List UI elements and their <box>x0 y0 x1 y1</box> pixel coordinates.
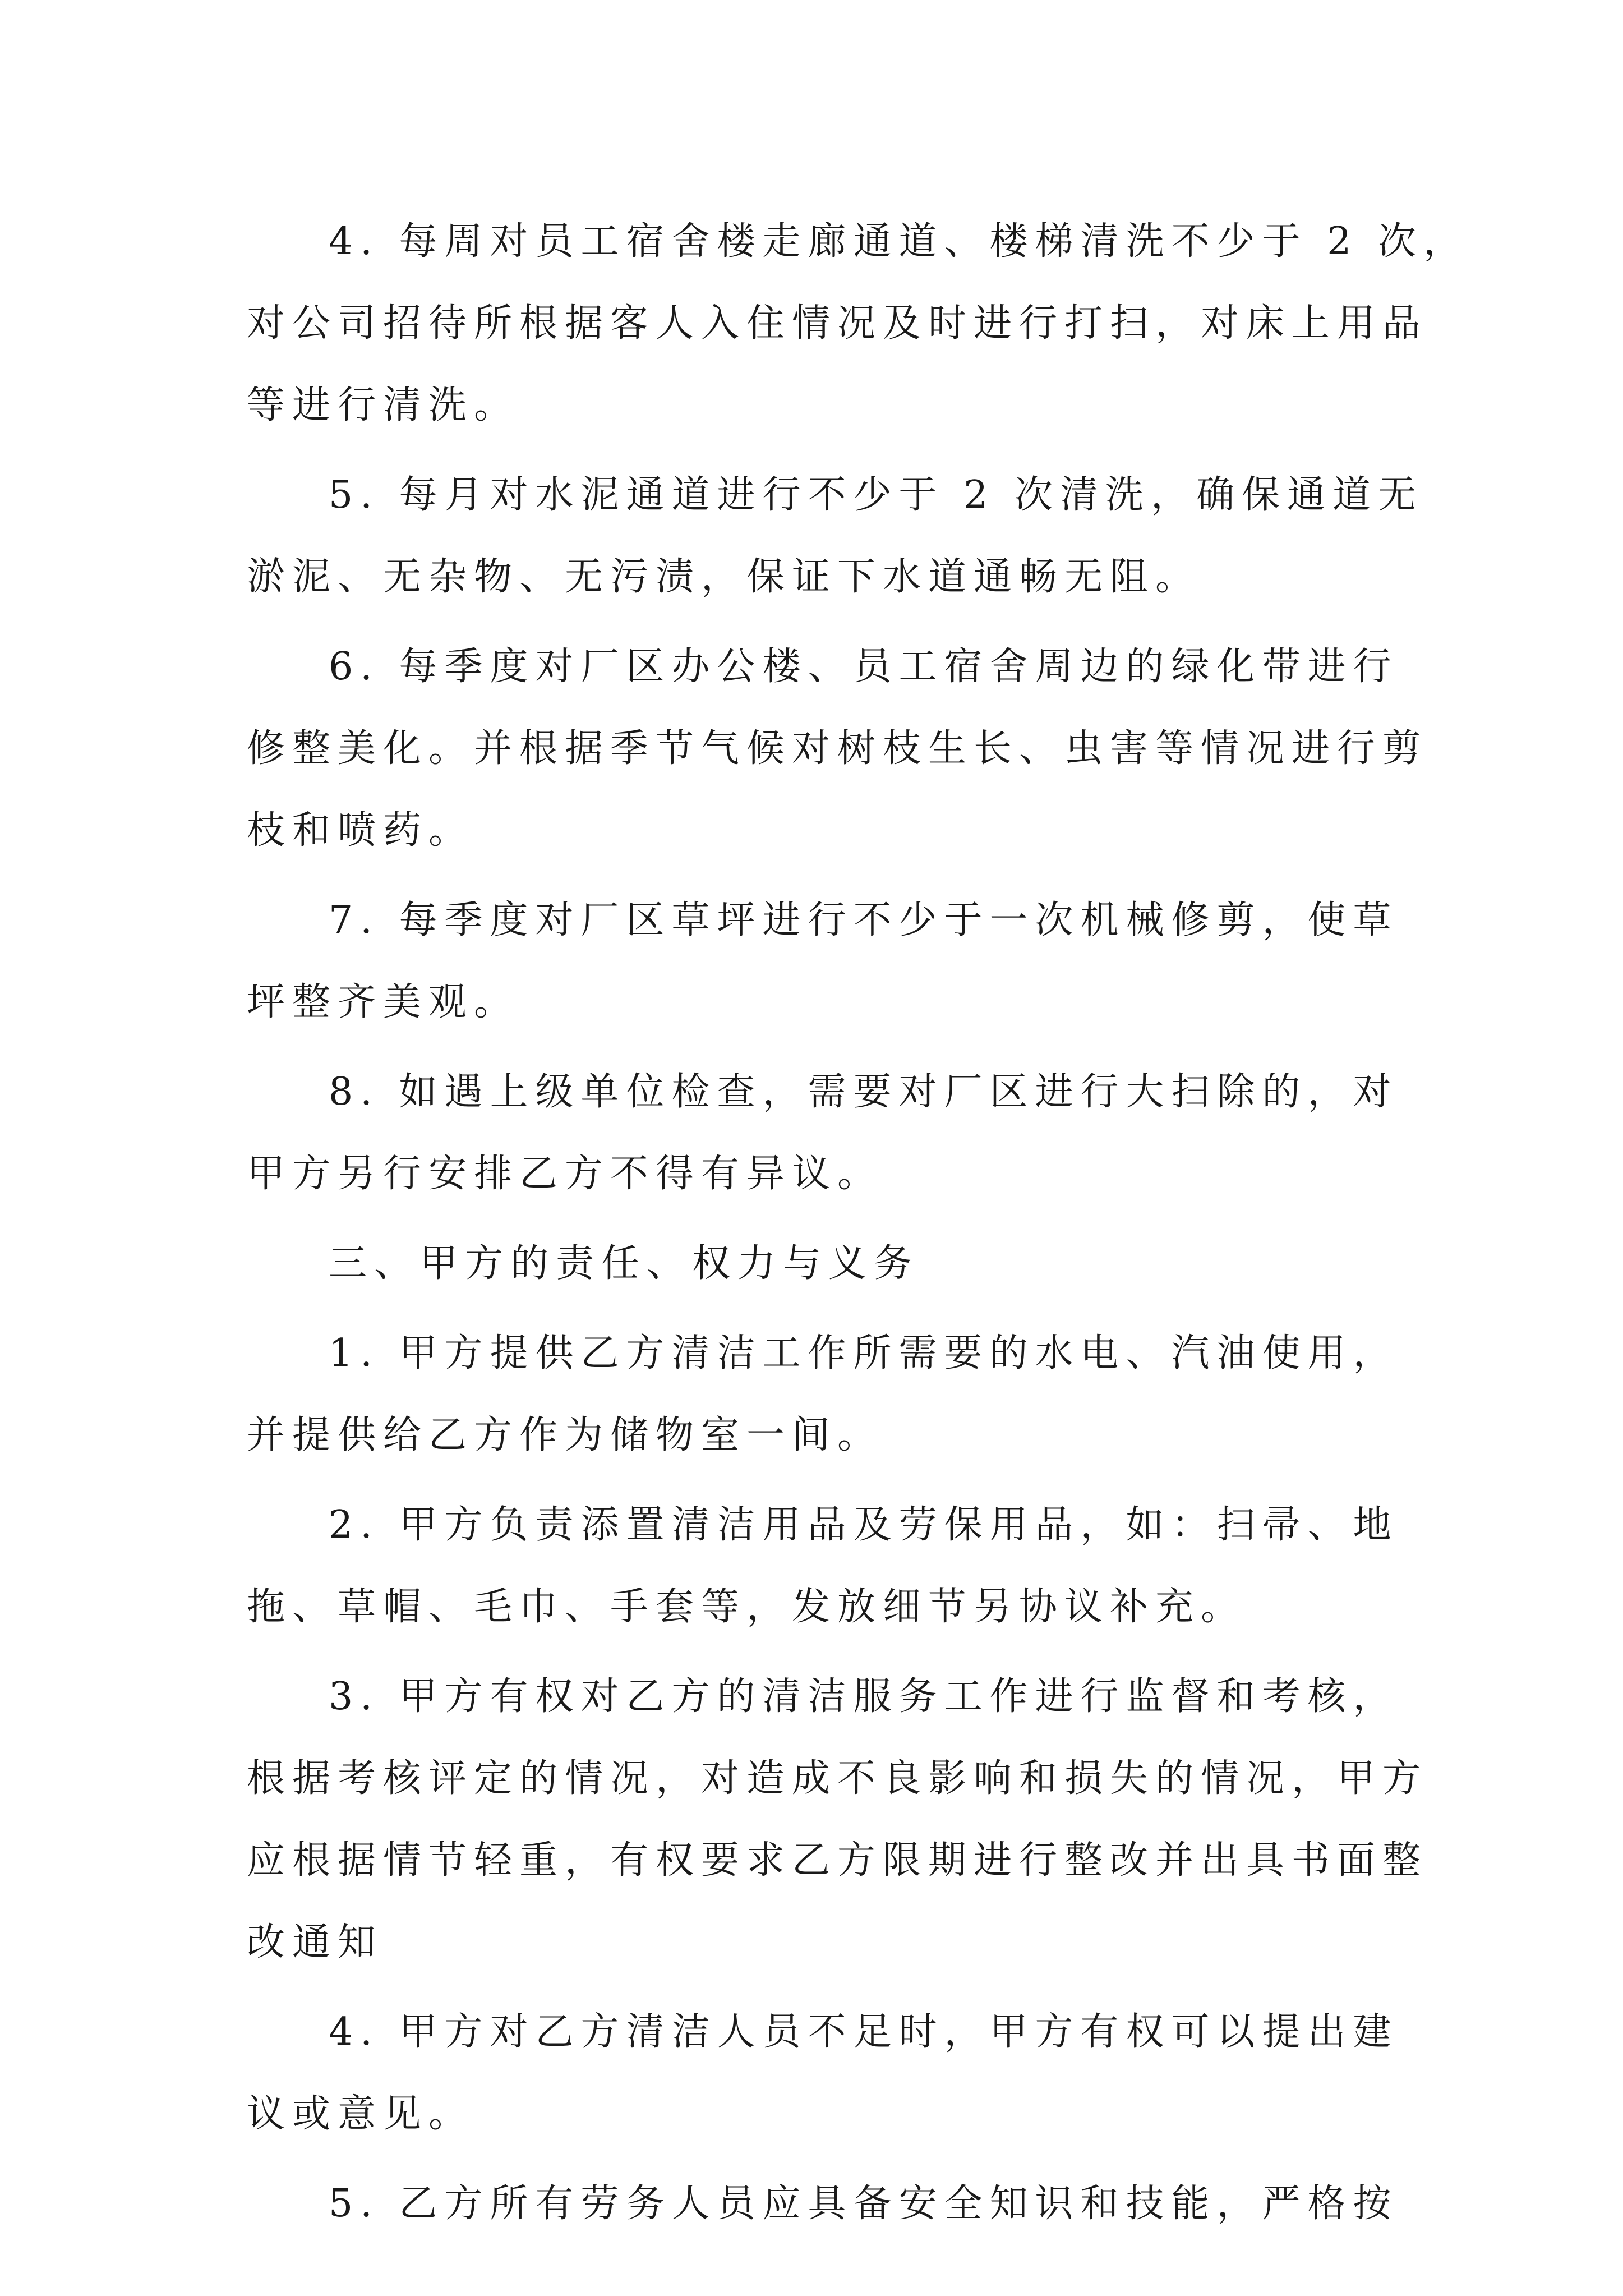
paragraph-item-7-lawn <box>247 880 1399 1043</box>
paragraph-party-a-item-5 <box>247 2163 1399 2245</box>
text-line: 枝和喷药。 <box>247 808 474 853</box>
text-line: 改通知 <box>247 1920 384 1964</box>
text-line: 议或意见。 <box>247 2092 474 2136</box>
text-line: 淤泥、无杂物、无污渍，保证下水道通畅无阻。 <box>247 555 1201 599</box>
text-line: 3. 甲方有权对乙方的清洁服务工作进行监督和考核， <box>329 1674 1399 1719</box>
paragraph-party-a-item-2 <box>247 1484 1399 1648</box>
text-line: 拖、草帽、毛巾、手套等，发放细节另协议补充。 <box>247 1585 1247 1629</box>
paragraph-item-6-greenbelt <box>247 626 1428 872</box>
section-heading: 三、甲方的责任、权力与义务 <box>329 1241 920 1286</box>
text-line: 应根据情节轻重，有权要求乙方限期进行整改并出具书面整 <box>247 1838 1428 1883</box>
paragraph-party-a-item-1 <box>247 1313 1399 1476</box>
paragraph-item-8-inspection <box>247 1051 1399 1215</box>
text-line: 根据考核评定的情况，对造成不良影响和损失的情况，甲方 <box>247 1756 1428 1801</box>
text-line: 甲方另行安排乙方不得有异议。 <box>247 1152 883 1196</box>
text-line: 5. 每月对水泥通道进行不少于 2 次清洗，确保通道无 <box>329 473 1423 517</box>
text-line: 等进行清洗。 <box>247 383 520 427</box>
text-line: 对公司招待所根据客人入住情况及时进行打扫，对床上用品 <box>247 301 1428 346</box>
text-line: 8. 如遇上级单位检查，需要对厂区进行大扫除的，对 <box>329 1070 1399 1114</box>
text-line: 5. 乙方所有劳务人员应具备安全知识和技能，严格按 <box>329 2182 1399 2226</box>
text-line: 坪整齐美观。 <box>247 980 520 1024</box>
text-line: 6. 每季度对厂区办公楼、员工宿舍周边的绿化带进行 <box>329 645 1399 689</box>
paragraph-item-5-cement-passage <box>247 454 1423 618</box>
text-line: 4. 每周对员工宿舍楼走廊通道、楼梯清洗不少于 2 次， <box>329 219 1469 264</box>
document-body <box>247 201 1469 2245</box>
text-line: 2. 甲方负责添置清洁用品及劳保用品，如：扫帚、地 <box>329 1503 1399 1547</box>
text-line: 并提供给乙方作为储物室一间。 <box>247 1413 883 1457</box>
text-line: 1. 甲方提供乙方清洁工作所需要的水电、汽油使用， <box>329 1331 1399 1375</box>
paragraph-party-a-item-4 <box>247 1991 1399 2155</box>
text-line: 修整美化。并根据季节气候对树枝生长、虫害等情况进行剪 <box>247 726 1428 771</box>
text-line: 7. 每季度对厂区草坪进行不少于一次机械修剪，使草 <box>329 898 1399 942</box>
section-heading-party-a-duties <box>247 1223 1391 1305</box>
paragraph-party-a-item-3 <box>247 1656 1428 1984</box>
paragraph-item-4-dormitory-cleaning <box>247 201 1469 447</box>
text-line: 4. 甲方对乙方清洁人员不足时，甲方有权可以提出建 <box>329 2010 1399 2054</box>
